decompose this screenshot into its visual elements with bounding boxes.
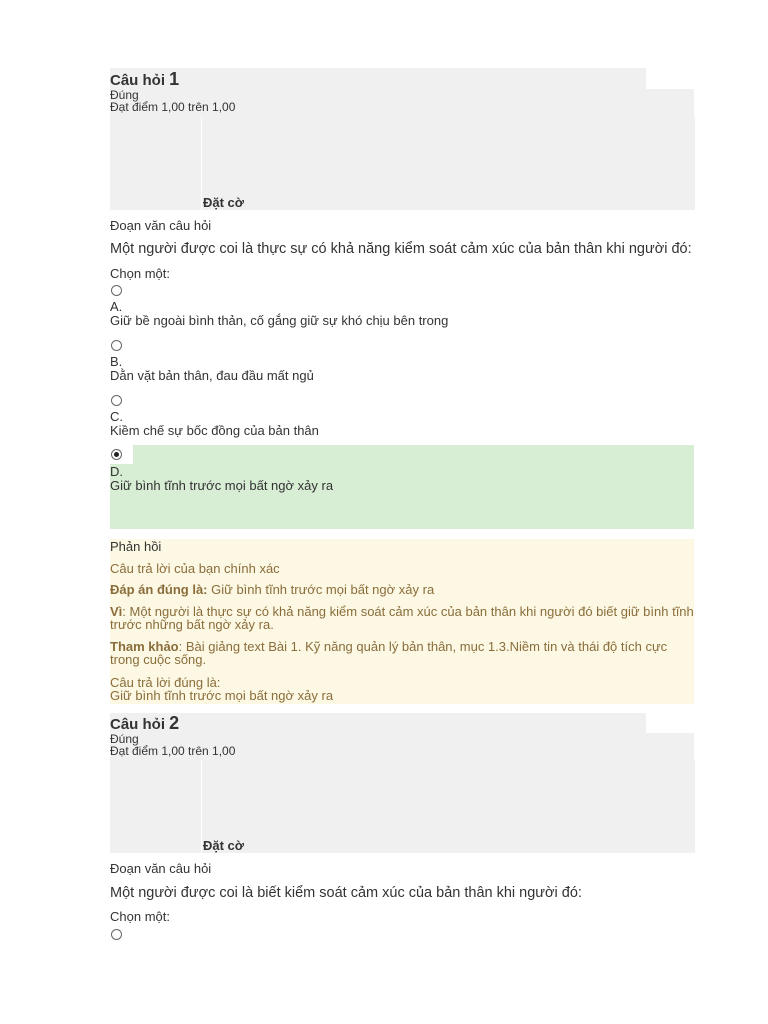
question-1-option-b-text[interactable]: Dằn vặt bản thân, đau đầu mất ngủ [110, 368, 314, 383]
question-2-option-a-radio[interactable] [111, 929, 122, 940]
question-2-info-divider [201, 760, 695, 853]
question-1-option-a-radio[interactable] [111, 285, 122, 296]
question-1-header-bar [110, 68, 646, 90]
question-1-right-answer-label: Câu trả lời đúng là: [110, 675, 221, 690]
question-1-right-answer-text: Giữ bình tĩnh trước mọi bất ngờ xảy ra [110, 688, 334, 703]
question-1-option-a-letter: A. [110, 299, 123, 314]
question-1-info-divider [201, 117, 695, 210]
question-2-text-label: Đoạn văn câu hỏi [110, 861, 212, 876]
question-1-option-d-letter: D. [110, 464, 123, 479]
question-1-option-b-radio[interactable] [111, 340, 122, 351]
question-2-prompt: Một người được coi là biết kiểm soát cảm xúc của bản thân khi người đó: [110, 885, 582, 901]
question-1-title: Câu hỏi 1 [110, 69, 180, 89]
question-1-feedback-result: Câu trả lời của bạn chính xác [110, 561, 280, 576]
question-1-correct-option-panel [110, 464, 694, 529]
question-1-option-c-letter: C. [110, 409, 123, 424]
question-2-grade: Đạt điểm 1,00 trên 1,00 [110, 744, 236, 758]
question-2-state: Đúng [110, 732, 139, 746]
question-1-option-a-text[interactable]: Giữ bề ngoài bình thản, cố gắng giữ sự khó chịu bên trong [110, 313, 449, 328]
question-1-text-label: Đoạn văn câu hỏi [110, 218, 212, 233]
question-2-flag-button[interactable]: Đặt cờ [203, 838, 245, 853]
question-1-option-c-radio[interactable] [111, 395, 122, 406]
question-1-feedback-label: Phản hồi [110, 539, 162, 554]
question-2-title: Câu hỏi 2 [110, 713, 180, 733]
question-1-feedback-reference: Tham khảo: Bài giảng text Bài 1. Kỹ năng quản lý bản thân, mục 1.3.Niềm tin và thái độ tích cực trong cuộc sống. [110, 639, 668, 667]
question-2-choose-label: Chọn một: [110, 909, 170, 924]
question-1-option-d-text[interactable]: Giữ bình tĩnh trước mọi bất ngờ xảy ra [110, 478, 334, 493]
question-1-choose-label: Chọn một: [110, 266, 170, 281]
question-1-correct-option-highlight [133, 445, 694, 466]
question-2-header-bar [110, 713, 646, 734]
question-1-feedback-correct-answer: Đáp án đúng là: Giữ bình tĩnh trước mọi bất ngờ xảy ra [110, 582, 435, 597]
question-1-option-d-radio[interactable] [111, 449, 122, 460]
question-1-grade: Đạt điểm 1,00 trên 1,00 [110, 100, 236, 114]
question-1-state: Đúng [110, 88, 139, 102]
question-1-option-c-text[interactable]: Kiềm chế sự bốc đồng của bản thân [110, 423, 319, 438]
question-1-flag-button[interactable]: Đặt cờ [203, 195, 245, 210]
question-1-feedback-reason: Vì: Một người là thực sự có khả năng kiểm soát cảm xúc của bản thân khi người đó biết giữ bình tĩnh trước những bất ngờ xảy ra. [110, 604, 694, 632]
question-1-option-b-letter: B. [110, 354, 123, 369]
question-1-prompt: Một người được coi là thực sự có khả năng kiểm soát cảm xúc của bản thân khi người đó: [110, 241, 692, 257]
